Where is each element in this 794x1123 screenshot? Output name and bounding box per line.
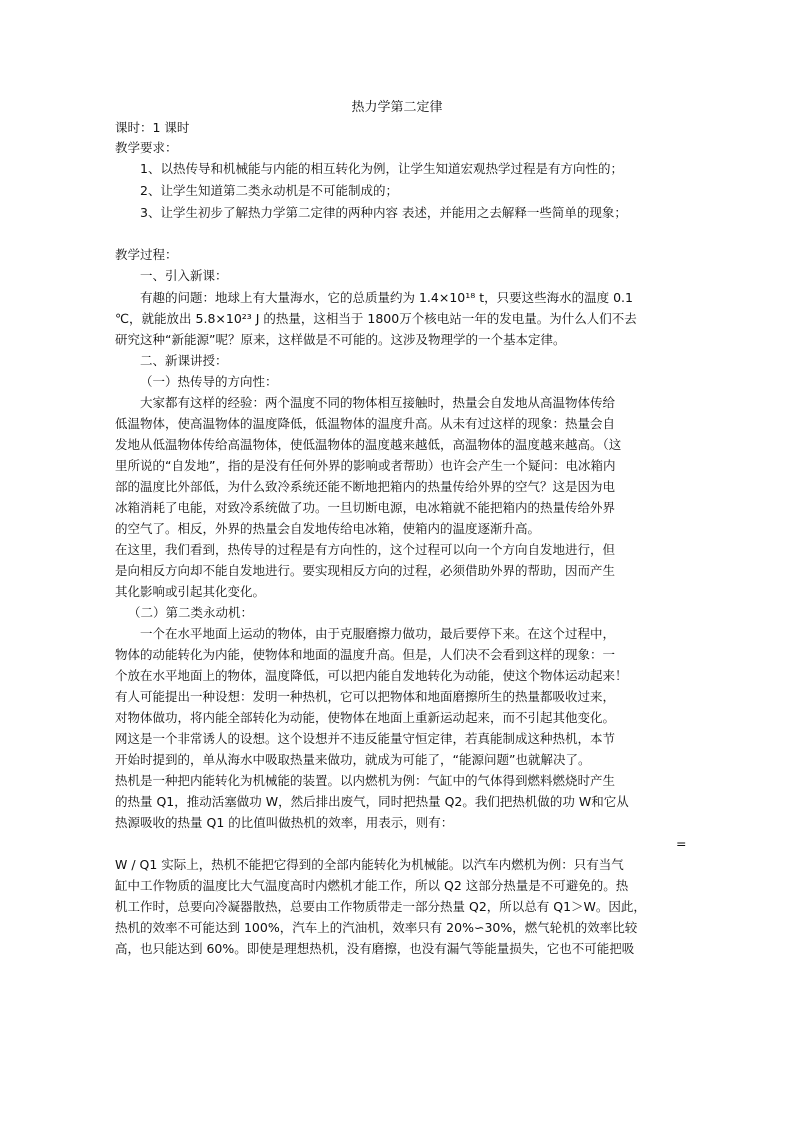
paragraph-line: 个放在水平地面上的物体，温度降低，可以把内能自发地转化为动能，使这个物体运动起来！: [115, 668, 628, 683]
paragraph-line: 开始时提到的，单从海水中吸取热量来做功，就成为可能了，“能源问题”也就解决了。: [115, 752, 591, 767]
paragraph-line: 热机是一种把内能转化为机械能的装置。以内燃机为例：气缸中的气体得到燃料燃烧时产生: [115, 773, 616, 788]
paragraph-line: 机工作时，总要向冷凝器散热，总要由工作物质带走一部分热量 Q2，所以总有 Q1＞W。因此，: [115, 899, 646, 914]
paragraph-line: 冰箱消耗了电能，对致冷系统做了功。一旦切断电源，电冰箱就不能把箱内的热量传给外界: [115, 500, 616, 515]
paragraph-line: 的热量 Q1，推动活塞做功 W，然后排出废气，同时把热量 Q2。我们把热机做的功 W和它从: [115, 794, 629, 809]
paragraph-line: 一个在水平地面上运动的物体，由于克服磨擦力做功，最后要停下来。在这个过程中，: [140, 626, 616, 641]
subsection-heading: （二）第二类永动机：: [128, 605, 254, 620]
paragraph-line: 研究这种“新能源”呢？原来，这样做是不可能的。这涉及物理学的一个基本定律。: [115, 332, 566, 347]
paragraph-line: 大家都有这样的经验：两个温度不同的物体相互接触时，热量会自发地从高温物体传给: [140, 395, 616, 410]
paragraph-line: 热机的效率不可能达到 100%，汽车上的汽油机，效率只有 20%∽30%，燃气轮机的效率比较: [115, 920, 638, 935]
paragraph-line: 在这里，我们看到，热传导的过程是有方向性的，这个过程可以向一个方向自发地进行，但: [115, 542, 616, 557]
teaching-process-heading: 教学过程：: [115, 247, 178, 262]
paragraph-line: 部的温度比外部低，为什么致冷系统还能不断地把箱内的热量传给外界的空气？这是因为电: [115, 479, 616, 494]
paragraph-line: 高，也只能达到 60%。即使是理想热机，没有磨擦，也没有漏气等能量损失，它也不可能把吸: [115, 941, 635, 956]
paragraph-line: 有人可能提出一种设想：发明一种热机，它可以把物体和地面磨擦所生的热量都吸收过来，: [115, 689, 616, 704]
paragraph-line: 其化影响或引起其化变化。: [115, 584, 266, 599]
paragraph-line: 发地从低温物体传给高温物体，使低温物体的温度越来越低，高温物体的温度越来越高。（这: [115, 437, 622, 452]
paragraph-line: 对物体做功，将内能全部转化为动能，使物体在地面上重新运动起来，而不引起其他变化。: [115, 710, 616, 725]
teaching-requirements-heading: 教学要求：: [115, 140, 178, 155]
paragraph-line: 缸中工作物质的温度比大气温度高时内燃机才能工作，所以 Q2 这部分热量是不可避免的。热: [115, 878, 629, 893]
paragraph-line: 低温物体，使高温物体的温度降低，低温物体的温度升高。从未有过这样的现象：热量会自: [115, 416, 616, 431]
document-title: 热力学第二定律: [351, 100, 443, 115]
paragraph-line: 热源吸收的热量 Q1 的比值叫做热机的效率，用表示，则有：: [115, 815, 454, 830]
requirement-item: 1、以热传导和机械能与内能的相互转化为例，让学生知道宏观热学过程是有方向性的；: [140, 161, 623, 176]
section-heading: 一、引入新课：: [140, 268, 228, 283]
section-heading: 二、新课讲授：: [140, 353, 228, 368]
equals-sign: =: [676, 836, 687, 851]
requirement-item: 3、让学生初步了解热力学第二定律的两种内容 表述，并能用之去解释一些简单的现象；: [140, 205, 627, 220]
subsection-heading: （一）热传导的方向性：: [140, 374, 278, 389]
lesson-hours: 课时：1 课时: [115, 120, 190, 135]
paragraph-line: ℃，就能放出 5.8×10²³ J 的热量，这相当于 1800万个核电站一年的发电量。为什么人们不去: [115, 311, 637, 326]
paragraph-line: 的空气了。相反，外界的热量会自发地传给电冰箱，使箱内的温度逐渐升高。: [115, 521, 541, 536]
paragraph-line: 里所说的“自发地”，指的是没有任何外界的影响或者帮助）也许会产生一个疑问：电冰箱内: [115, 458, 616, 473]
paragraph-line: 是向相反方向却不能自发地进行。要实现相反方向的过程，必须借助外界的帮助，因而产生: [115, 563, 616, 578]
paragraph-line: 有趣的问题：地球上有大量海水，它的总质量约为 1.4×10¹⁸ t，只要这些海水的温度 0.1: [140, 290, 633, 305]
requirement-item: 2、让学生知道第二类永动机是不可能制成的；: [140, 183, 398, 198]
paragraph-line: 物体的动能转化为内能，使物体和地面的温度升高。但是，人们决不会看到这样的现象：一: [115, 647, 616, 662]
paragraph-line: 网这是一个非常诱人的设想。这个设想并不违反能量守恒定律，若真能制成这种热机，本节: [115, 731, 616, 746]
paragraph-line: W / Q1 实际上，热机不能把它得到的全部内能转化为机械能。以汽车内燃机为例：只有当气: [115, 857, 624, 872]
